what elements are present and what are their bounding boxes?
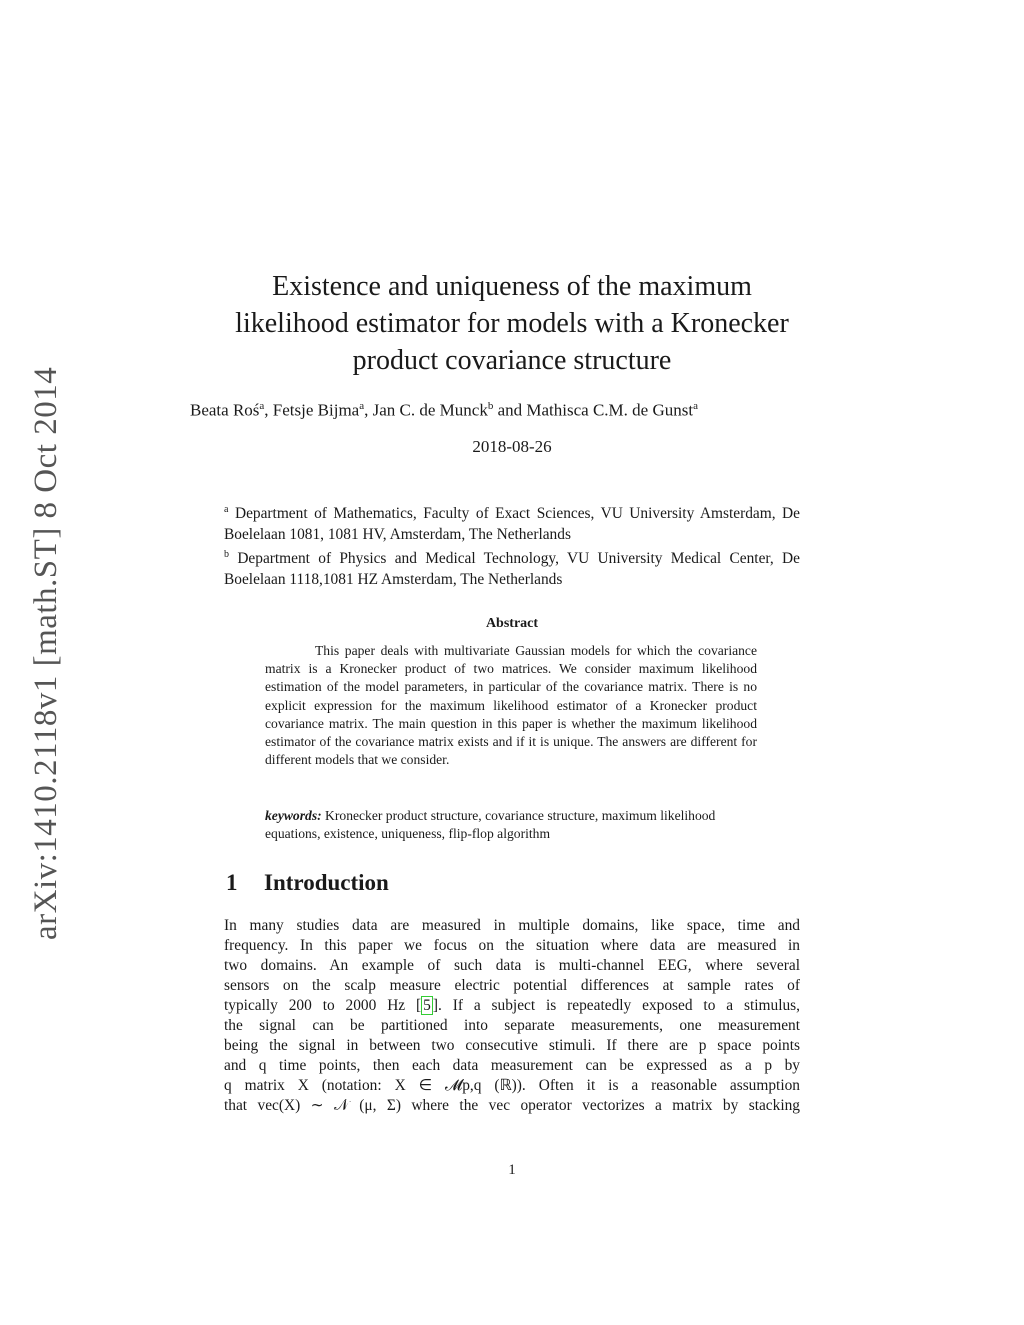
intro-line: q matrix X (notation: X ∈ 𝓜p,q (ℝ)). Often it is a reasonable assumption: [224, 1077, 800, 1094]
paper-date: 2018-08-26: [472, 437, 552, 456]
affiliation-text: Department of Mathematics, Faculty of Exact Sciences, VU University Amsterdam, De Boelelaan 1081, 1081 HV, Amsterdam, The Netherlands: [224, 505, 801, 543]
author-separator: ,: [264, 400, 273, 420]
intro-line: In many studies data are measured in multiple domains, like space, time and: [224, 917, 800, 934]
affiliation-mark: a: [224, 504, 229, 515]
paper-title: [200, 268, 824, 379]
intro-line: frequency. In this paper we focus on the situation where data are measured in: [224, 937, 800, 954]
abstract-heading: Abstract: [485, 616, 539, 631]
keywords: [265, 807, 757, 843]
affiliation-text: Department of Physics and Medical Technology, VU University Medical Center, De Boelelaan 1118,1081 HZ Amsterdam, The Netherlands: [224, 550, 800, 588]
keywords-label: keywords:: [265, 808, 322, 823]
affiliations: [224, 500, 800, 590]
section-heading: [226, 870, 389, 896]
affiliation: [224, 500, 800, 545]
intro-line: the signal can be partitioned into separate measurements, one measurement: [224, 1017, 800, 1034]
keywords-text: Kronecker product structure, covariance structure, maximum likelihood equations, existence, uniqueness, flip-flop algorithm: [265, 808, 716, 842]
author-name: Mathisca C.M. de Gunst: [526, 400, 694, 420]
title-line: Existence and uniqueness of the maximum: [272, 271, 752, 302]
author-affiliation-mark: b: [487, 400, 494, 412]
author-name: Fetsje Bijma: [272, 400, 360, 420]
intro-line: being the signal in between two consecutive stimuli. If there are p space points: [224, 1037, 800, 1054]
title-line: product covariance structure: [352, 345, 672, 376]
affiliation: [224, 545, 800, 590]
intro-line: that vec(X) ∼ 𝒩 (μ, Σ) where the vec operator vectorizes a matrix by stacking: [224, 1097, 800, 1114]
section-title: Introduction: [264, 870, 389, 895]
title-line: likelihood estimator for models with a Kronecker: [235, 308, 789, 339]
author-name: Jan C. de Munck: [372, 400, 488, 420]
intro-line: and q time points, then each data measurement can be expressed as a p by: [224, 1057, 800, 1074]
author-separator: and: [493, 400, 527, 420]
author-list: [190, 400, 950, 421]
author-affiliation-mark: a: [259, 400, 265, 412]
abstract-text: This paper deals with multivariate Gaussian models for which the covariance matrix is a Kronecker product of two matrices. We consider maximum likelihood estimation of the model parameters, in particular of the covariance matrix. There is no explicit expression for the maximum likelihood estimator of a Kronecker product covariance matrix. The main question in this paper is whether the maximum likelihood estimator of the covariance matrix exists and if it is unique. The answers are different for different models that we consider.: [265, 643, 757, 768]
author-affiliation-mark: a: [693, 400, 698, 412]
affiliation-mark: b: [224, 549, 229, 561]
author-affiliation-mark: a: [359, 400, 365, 412]
author-separator: ,: [364, 400, 373, 420]
intro-line: typically 200 to 2000 Hz [ 5 ]. If a subject is repeatedly exposed to a stimulus,: [224, 997, 801, 1014]
abstract-body: [265, 642, 757, 769]
intro-line: sensors on the scalp measure electric potential differences at sample rates of: [224, 977, 800, 994]
citation-link[interactable]: 5: [423, 997, 431, 1014]
intro-line: two domains. An example of such data is multi-channel EEG, where several: [224, 957, 800, 974]
author-name: Beata Roś: [190, 400, 260, 420]
introduction-body: [224, 916, 800, 1116]
section-number: 1: [226, 870, 238, 895]
arxiv-identifier: arXiv:1410.2118v1 [math.ST] 8 Oct 2014: [28, 366, 64, 940]
page-number: 1: [508, 1162, 516, 1178]
